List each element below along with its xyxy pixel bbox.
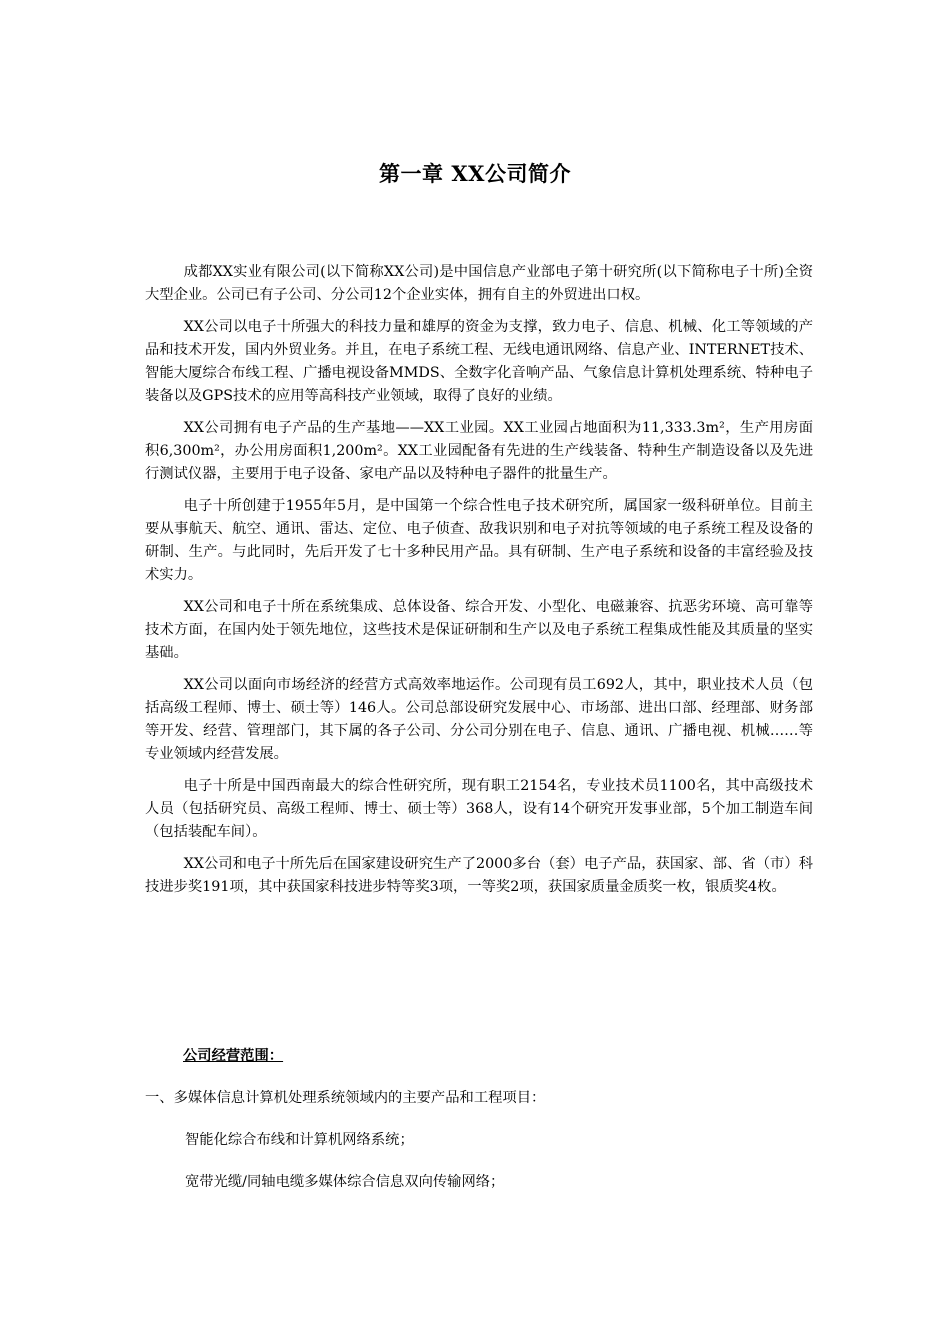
list-item: 宽带光缆/同轴电缆多媒体综合信息双向传输网络； [185,1174,505,1190]
paragraph-business-fields: XX公司以电子十所强大的科技力量和雄厚的资金为支撑，致力电子、信息、机械、化工等领域的产品和技术开发，国内外贸业务。并且，在电子系统工程、无线电通讯网络、信息产业、INTERNET技术、智能大厦综合布线工程、广播电视设备MMDS、全数字化音响产品、气象信息计算机处理系统、特种电子装备以及GPS技术的应用等高科技产业领域，取得了良好的业绩。 [145,319,813,404]
paragraph-institute-history: 电子十所创建于1955年5月，是中国第一个综合性电子技术研究所，属国家一级科研单位。目前主要从事航天、航空、通讯、雷达、定位、电子侦查、敌我识别和电子对抗等领域的电子系统工程及设备的研制、生产。与此同时，先后开发了七十多种民用产品。具有研制、生产电子系统和设备的丰富经验及技术实力。 [145,498,813,583]
list-item: 智能化综合布线和计算机网络系统； [185,1132,414,1148]
paragraph-institute-staff: 电子十所是中国西南最大的综合性研究所，现有职工2154名，专业技术员1100名，其中高级技术人员（包括研究员、高级工程师、博士、硕士等）368人，设有14个研究开发事业部，5个加工制造车间（包括装配车间）。 [145,778,813,840]
list-heading: 一、多媒体信息计算机处理系统领域内的主要产品和工程项目： [145,1090,546,1106]
body-text [145,261,813,908]
paragraph-industrial-park: XX公司拥有电子产品的生产基地——XX工业园。XX工业园占地面积为11,333.3m²，生产用房面积6,300m²，办公用房面积1,200m²。XX工业园配备有先进的生产线装备、特种生产制造设备以及先进行测试仪器，主要用于电子设备、家电产品以及特种电子器件的批量生产。 [145,420,813,482]
paragraph-staff-organization: XX公司以面向市场经济的经营方式高效率地运作。公司现有员工692人，其中，职业技术人员（包括高级工程师、博士、硕士等）146人。公司总部设研究发展中心、市场部、进出口部、经理部、财务部等开发、经营、管理部门，其下属的各子公司、分公司分别在电子、信息、通讯、广播电视、机械……等专业领域内经营发展。 [145,677,813,762]
chapter-title: 第一章 XX公司简介 [379,161,571,186]
paragraph-awards: XX公司和电子十所先后在国家建设研究生产了2000多台（套）电子产品，获国家、部、省（市）科技进步奖191项，其中获国家科技进步特等奖3项，一等奖2项，获国家质量金质奖一枚，银质奖4枚。 [145,856,813,895]
paragraph-technical-strengths: XX公司和电子十所在系统集成、总体设备、综合开发、小型化、电磁兼容、抗恶劣环境、高可靠等技术方面，在国内处于领先地位，这些技术是保证研制和生产以及电子系统工程集成性能及其质量的坚实基础。 [145,599,813,661]
paragraph-company-overview: 成都XX实业有限公司(以下简称XX公司)是中国信息产业部电子第十研究所(以下简称电子十所)全资大型企业。公司已有子公司、分公司12个企业实体，拥有自主的外贸进出口权。 [145,264,813,303]
business-scope-heading: 公司经营范围： [183,1048,284,1064]
